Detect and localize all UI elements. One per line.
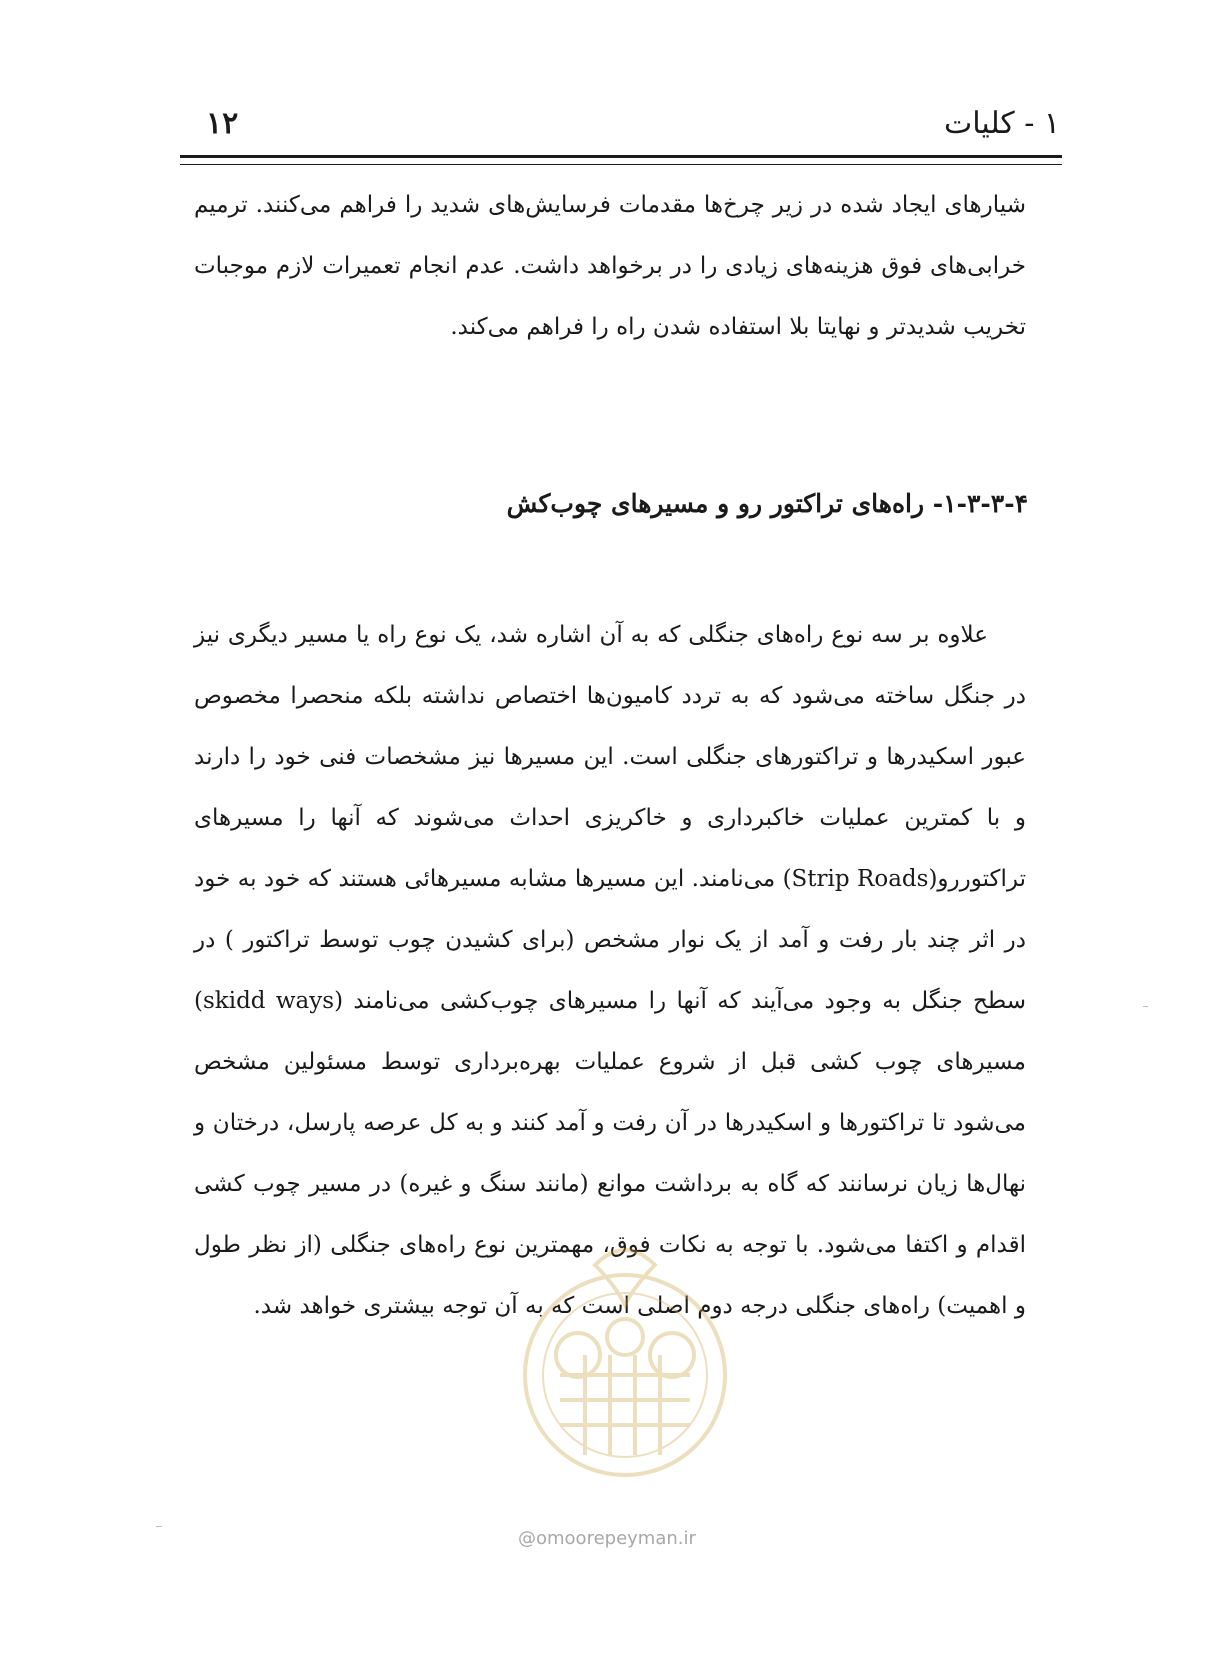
page-number: ۱۲ <box>206 106 239 141</box>
watermark-text: @omoorepeyman.ir <box>518 1528 696 1549</box>
header-rule-thin <box>180 164 1062 165</box>
watermark-seal-icon <box>500 1225 750 1495</box>
paragraph-main-text: علاوه بر سه نوع راه‌های جنگلی که به آن اشاره شد، یک نوع راه یا مسیر دیگری نیز در جنگل ساخته می‌شود که به تردد کامیون‌ها اختصاص نداشته بلکه منحصرا مخصوص عبور اسکیدرها و تراکتورهای جنگلی است. این مسیرها نیز مشخصات فنی خود را دارند و با کمترین عملیات خاکبرداری و خاکریزی احداث می‌شوند که آنها را مسیرهای تراکتوررو(Strip Roads) می‌نامند. این مسیرها مشابه مسیرهائی هستند که خود به خود در اثر چند بار رفت و آمد از یک نوار مشخص (برای کشیدن چوب توسط تراکتور ) در سطح جنگل به وجود می‌آیند که آنها را مسیرهای چوب‌کشی می‌نامند (skidd ways) مسیرهای چوب کشی قبل از شروع عملیات بهره‌برداری توسط مسئولین مشخص می‌شود تا تراکتورها و اسکیدرها در آن رفت و آمد کنند و به کل عرصه پارسل، درختان و نهال‌ها زیان نرسانند که گاه به برداشت موانع (مانند سنگ و غیره) در مسیر چوب کشی اقدام و اکتفا می‌شود. با توجه به نکات فوق، مهمترین نوع راه‌های جنگلی (از نظر طول و اهمیت) راه‌های جنگلی درجه دوم اصلی است که به آن توجه بیشتری خواهد شد. <box>194 622 1026 1319</box>
header-rule-thick <box>180 155 1062 158</box>
page-header <box>180 102 1060 146</box>
section-heading: ۱-۳-۳-۴- راه‌های تراکتور رو و مسیرهای چوب‌کش <box>506 489 1028 518</box>
paragraph-intro: شیارهای ایجاد شده در زیر چرخ‌ها مقدمات فرسایش‌های شدید را فراهم می‌کنند. ترمیم خرابی‌های فوق هزینه‌های زیادی را در برخواهد داشت. عدم انجام تعمیرات لازم موجبات تخریب شدیدتر و نهایتا بلا استفاده شدن راه را فراهم می‌کند. <box>194 192 1026 340</box>
scan-speck <box>156 1526 162 1527</box>
scan-speck <box>1143 1006 1148 1007</box>
chapter-title: ۱ - کلیات <box>944 106 1060 141</box>
